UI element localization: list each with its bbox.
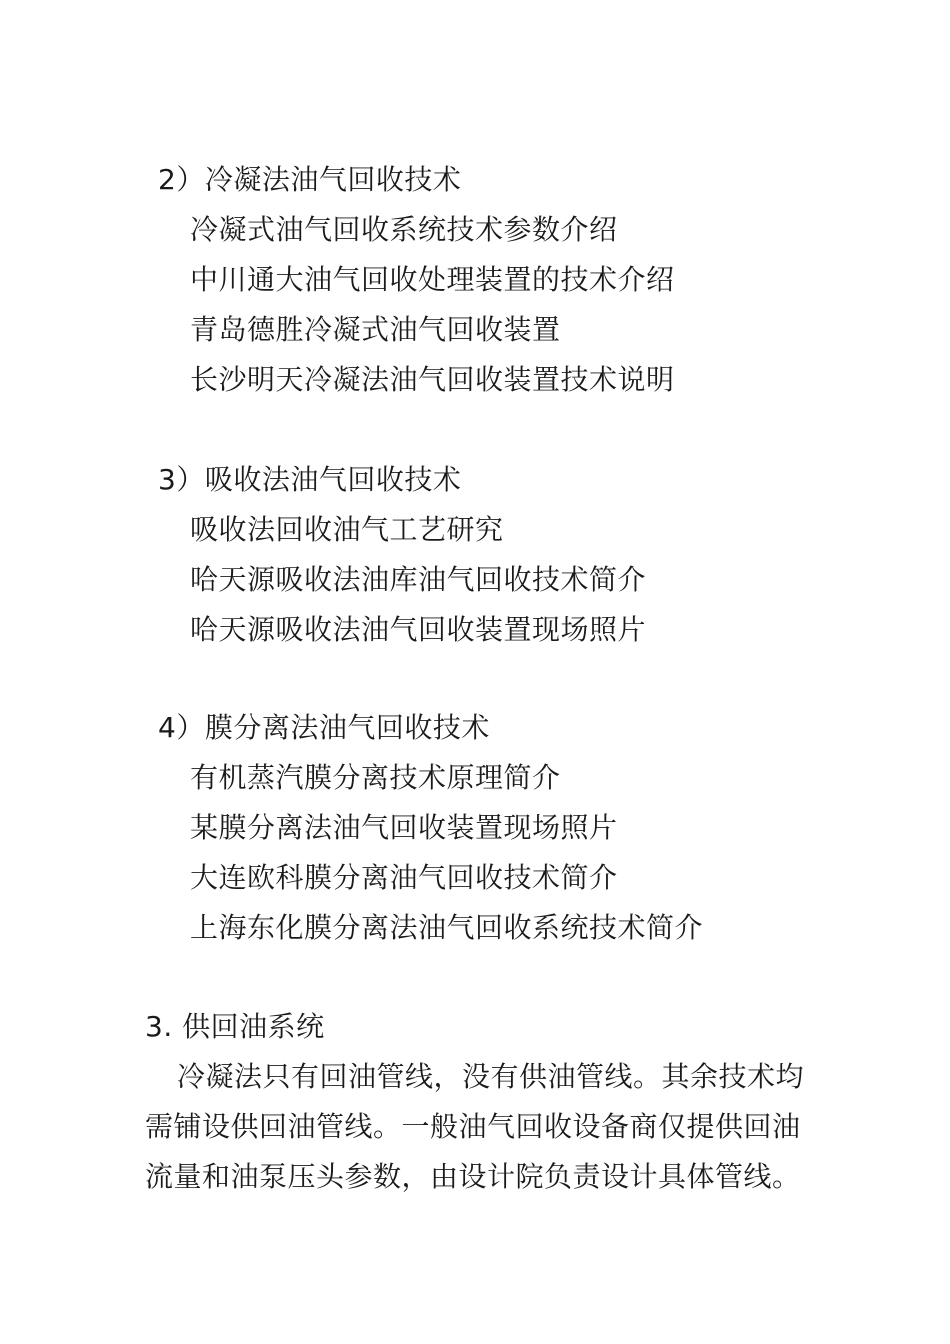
paragraph-line: 冷凝法只有回油管线，没有供油管线。其余技术均: [177, 1060, 805, 1093]
paragraph-line: 需铺设供回油管线。一般油气回收设备商仅提供回油: [145, 1110, 801, 1143]
heading-absorption: 3）吸收法油气回收技术: [158, 463, 462, 496]
list-item[interactable]: 有机蒸汽膜分离技术原理简介: [190, 761, 561, 794]
list-item[interactable]: 吸收法回收油气工艺研究: [190, 513, 504, 546]
section-title: 3. 供回油系统: [145, 1010, 325, 1043]
list-item[interactable]: 上海东化膜分离法油气回收系统技术简介: [190, 911, 704, 944]
list-item[interactable]: 哈天源吸收法油库油气回收技术简介: [190, 563, 647, 596]
heading-condensation: 2）冷凝法油气回收技术: [158, 163, 462, 196]
list-item[interactable]: 青岛德胜冷凝式油气回收装置: [190, 313, 561, 346]
list-item[interactable]: 中川通大油气回收处理装置的技术介绍: [190, 263, 675, 296]
list-item[interactable]: 哈天源吸收法油气回收装置现场照片: [190, 613, 647, 646]
section-paragraph: [145, 1052, 810, 1202]
list-item[interactable]: 长沙明天冷凝法油气回收装置技术说明: [190, 363, 675, 396]
heading-membrane: 4）膜分离法油气回收技术: [158, 711, 490, 744]
list-item[interactable]: 某膜分离法油气回收装置现场照片: [190, 811, 618, 844]
list-item[interactable]: 冷凝式油气回收系统技术参数介绍: [190, 213, 618, 246]
paragraph-line: 流量和油泵压头参数，由设计院负责设计具体管线。: [145, 1160, 801, 1193]
list-item[interactable]: 大连欧科膜分离油气回收技术简介: [190, 861, 618, 894]
